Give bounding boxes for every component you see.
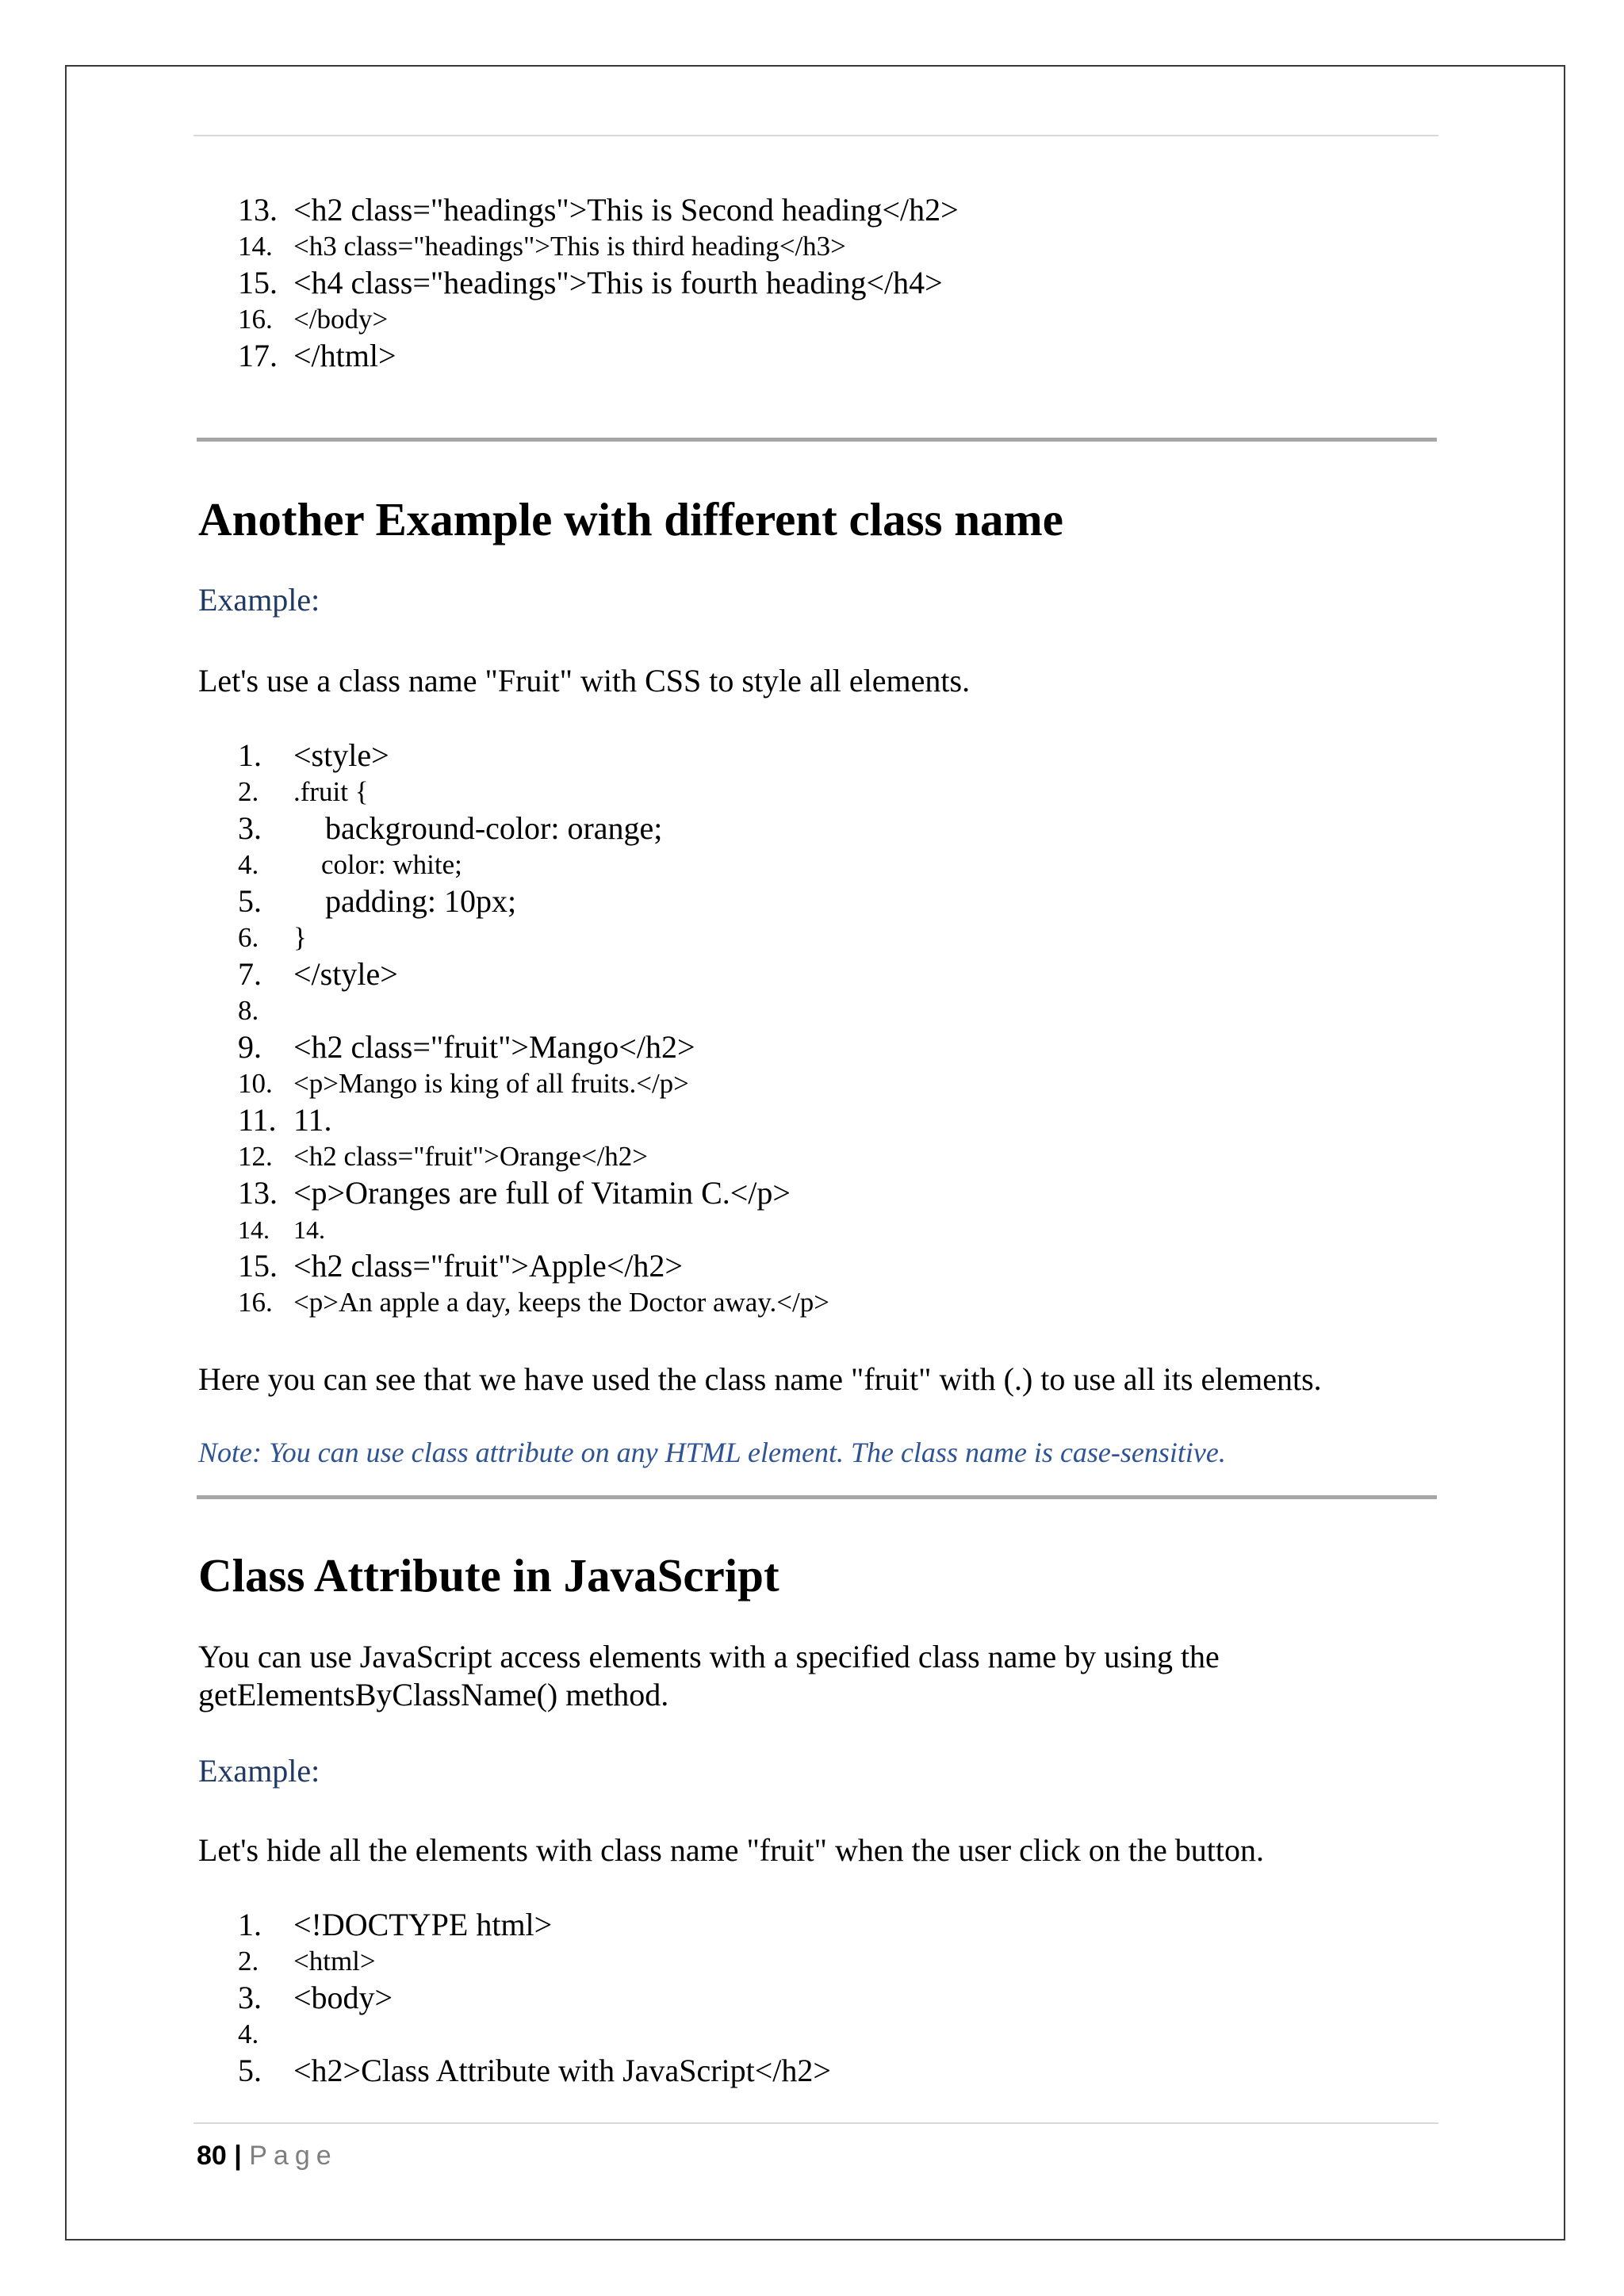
code-line-text: <body> bbox=[293, 1980, 393, 2015]
code-line-number: 14. bbox=[238, 231, 273, 262]
code-line-number: 17. bbox=[238, 338, 278, 373]
code-line-number: 2. bbox=[238, 776, 259, 807]
code-line-number: 2. bbox=[238, 1946, 259, 1976]
code-line-number: 9. bbox=[238, 1029, 262, 1065]
code-line bbox=[238, 265, 1348, 301]
code-line-text: } bbox=[293, 922, 307, 953]
code-line-text: <p>Oranges are full of Vitamin C.</p> bbox=[293, 1175, 791, 1211]
code-block-3 bbox=[238, 1907, 1348, 2089]
code-line-number: 15. bbox=[238, 1248, 278, 1284]
code-line-number: 16. bbox=[238, 304, 273, 335]
code-line-number: 4. bbox=[238, 2019, 259, 2049]
code-line bbox=[238, 228, 1348, 265]
code-line bbox=[238, 920, 1348, 956]
code-line-number: 3. bbox=[238, 810, 262, 846]
code-line bbox=[238, 1138, 1348, 1175]
code-line bbox=[238, 1029, 1348, 1066]
code-line-text: </style> bbox=[293, 956, 398, 992]
code-line-number: 12. bbox=[238, 1141, 273, 1172]
code-line-text: <h2 class="headings">This is Second heading</h2> bbox=[293, 192, 959, 228]
header-rule bbox=[193, 135, 1438, 136]
code-line bbox=[238, 1175, 1348, 1211]
code-line-number: 7. bbox=[238, 956, 262, 992]
example-label-1: Example: bbox=[198, 582, 320, 618]
code-line-text: <style> bbox=[293, 737, 389, 773]
code-line bbox=[238, 1980, 1348, 2016]
code-line-number: 15. bbox=[238, 265, 278, 300]
note-text: Note: You can use class attribute on any HTML element. The class name is case-sensitive. bbox=[198, 1437, 1226, 1468]
code-line-number: 1. bbox=[238, 737, 262, 773]
code-line-number: 1. bbox=[238, 1907, 262, 1942]
code-line-number: 16. bbox=[238, 1287, 273, 1318]
footer-separator: | bbox=[234, 2141, 242, 2171]
code-line-text: <p>Mango is king of all fruits.</p> bbox=[293, 1068, 689, 1099]
code-line-number: 13. bbox=[238, 192, 278, 228]
code-line-number: 3. bbox=[238, 1980, 262, 2015]
code-line-number: 13. bbox=[238, 1175, 278, 1211]
intro-paragraph-1: Let's use a class name "Fruit" with CSS to style all elements. bbox=[198, 663, 971, 698]
section-divider-2 bbox=[197, 1495, 1437, 1499]
code-line-number: 8. bbox=[238, 995, 259, 1026]
code-line-number: 5. bbox=[238, 883, 262, 919]
code-line-text: <h3 class="headings">This is third heading</h3> bbox=[293, 231, 846, 262]
code-line-text: <h2>Class Attribute with JavaScript</h2> bbox=[293, 2053, 831, 2088]
code-line bbox=[238, 774, 1348, 810]
code-line bbox=[238, 993, 1348, 1029]
code-line bbox=[238, 1907, 1348, 1943]
code-line bbox=[238, 1102, 1348, 1138]
code-line-number: 14. bbox=[238, 1215, 270, 1244]
code-line bbox=[238, 2053, 1348, 2089]
code-line bbox=[238, 1248, 1348, 1284]
footer-rule bbox=[193, 2122, 1438, 2124]
code-line bbox=[238, 301, 1348, 338]
code-line-number: 4. bbox=[238, 849, 259, 880]
code-line-number: 5. bbox=[238, 2053, 262, 2088]
code-line-text: </body> bbox=[293, 304, 389, 335]
code-line-number: 6. bbox=[238, 922, 259, 953]
code-line bbox=[238, 192, 1348, 228]
page-number: 80 bbox=[197, 2141, 227, 2171]
code-block-1 bbox=[238, 192, 1348, 374]
code-line-text: <h2 class="fruit">Orange</h2> bbox=[293, 1141, 649, 1172]
code-line bbox=[238, 810, 1348, 847]
code-line-text: </html> bbox=[293, 338, 396, 373]
section-divider-1 bbox=[197, 438, 1437, 442]
code-line bbox=[238, 2016, 1348, 2053]
code-line bbox=[238, 737, 1348, 774]
task-paragraph: Let's hide all the elements with class name "fruit" when the user click on the button. bbox=[198, 1832, 1264, 1868]
code-line-text: <!DOCTYPE html> bbox=[293, 1907, 553, 1942]
code-line-text: background-color: orange; bbox=[293, 810, 663, 846]
code-line-number: 11. bbox=[238, 1102, 277, 1138]
code-line-text: <h2 class="fruit">Mango</h2> bbox=[293, 1029, 695, 1065]
code-line-text: 14. bbox=[293, 1215, 325, 1244]
code-line bbox=[238, 1066, 1348, 1102]
code-line-text: 11. bbox=[293, 1102, 332, 1138]
example-label-2: Example: bbox=[198, 1753, 320, 1789]
code-line bbox=[238, 956, 1348, 993]
code-line-text: .fruit { bbox=[293, 776, 369, 807]
intro-paragraph-2: You can use JavaScript access elements with a specified class name by using the getElementsByClassName() method. bbox=[198, 1639, 1220, 1712]
code-line-text: <html> bbox=[293, 1946, 376, 1976]
code-line-text: color: white; bbox=[293, 849, 462, 880]
code-line-text: <h2 class="fruit">Apple</h2> bbox=[293, 1248, 683, 1284]
code-line bbox=[238, 1284, 1348, 1321]
code-line bbox=[238, 338, 1348, 374]
section-heading-class-attribute-js: Class Attribute in JavaScript bbox=[198, 1549, 779, 1601]
summary-paragraph: Here you can see that we have used the class name "fruit" with (.) to use all its elements. bbox=[198, 1361, 1322, 1397]
code-line-text: <p>An apple a day, keeps the Doctor away.</p> bbox=[293, 1287, 830, 1318]
code-line-number: 10. bbox=[238, 1068, 273, 1099]
code-line-text: <h4 class="headings">This is fourth heading</h4> bbox=[293, 265, 943, 300]
page-footer bbox=[197, 2138, 338, 2173]
page-word: Page bbox=[249, 2141, 338, 2171]
code-line-text: padding: 10px; bbox=[293, 883, 517, 919]
section-heading-another-example: Another Example with different class name bbox=[198, 493, 1063, 545]
code-line bbox=[238, 1211, 1348, 1248]
code-line bbox=[238, 847, 1348, 883]
code-line bbox=[238, 883, 1348, 920]
code-line bbox=[238, 1943, 1348, 1980]
code-block-2 bbox=[238, 737, 1348, 1321]
